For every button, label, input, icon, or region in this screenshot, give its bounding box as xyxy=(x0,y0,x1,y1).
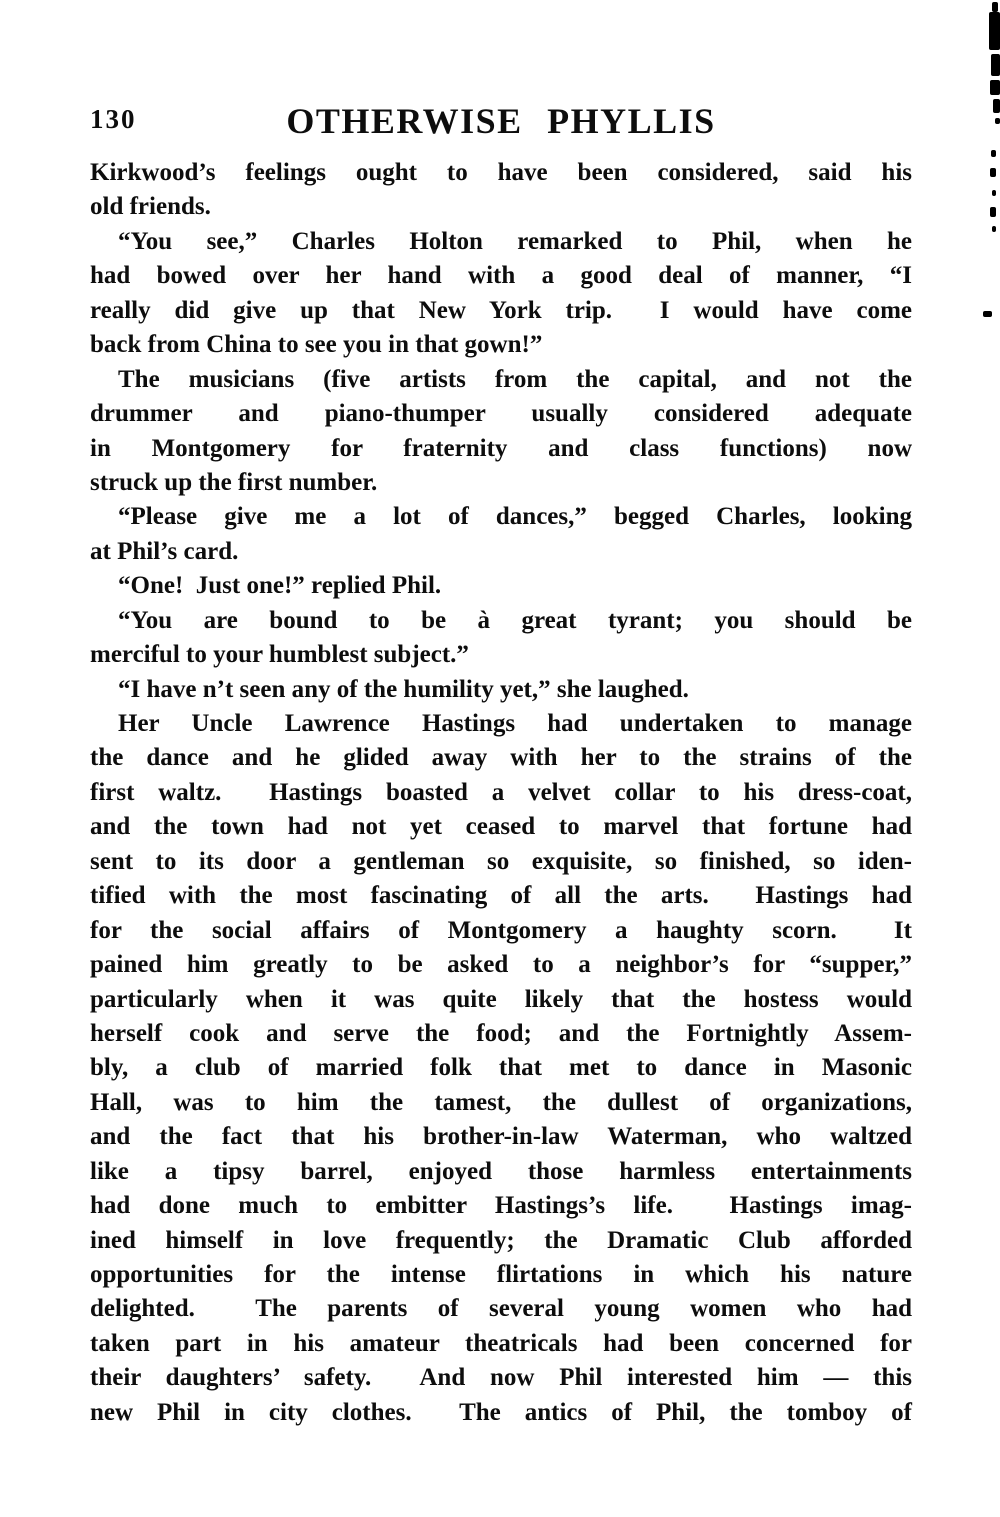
text-line: really did give up that New York trip. I would have come xyxy=(90,296,912,324)
text-line: and the town had not yet ceased to marvel that fortune had xyxy=(90,813,912,841)
text-line: in Montgomery for fraternity and class functions) now xyxy=(90,434,912,462)
text-line: back from China to see you in that gown!” xyxy=(90,331,543,359)
text-line: drummer and piano-thumper usually considered adequate xyxy=(90,400,912,428)
text-line: opportunities for the intense flirtations in which his nature xyxy=(90,1261,912,1288)
scan-edge-mark xyxy=(992,190,996,196)
text-line: herself cook and serve the food; and the Fortnightly Assem- xyxy=(90,1019,912,1047)
text-line: the dance and he glided away with her to the strains of the xyxy=(90,744,912,772)
text-line: merciful to your humblest subject.” xyxy=(90,641,469,669)
text-line: The musicians (five artists from the capital, and not the xyxy=(118,365,912,393)
text-line: sent to its door a gentleman so exquisite, so finished, so iden- xyxy=(90,847,912,875)
text-line: first waltz. Hastings boasted a velvet collar to his dress-coat, xyxy=(90,778,912,806)
text-line: and the fact that his brother-in-law Waterman, who waltzed xyxy=(90,1123,912,1151)
scan-edge-mark xyxy=(989,12,1000,50)
text-line: like a tipsy barrel, enjoyed those harmless entertainments xyxy=(90,1157,912,1185)
scan-edge-mark xyxy=(991,150,996,157)
text-line: particularly when it was quite likely that the hostess would xyxy=(90,985,912,1013)
scan-edge-mark xyxy=(990,80,1000,95)
page-number: 130 xyxy=(90,104,137,134)
running-head xyxy=(90,100,912,140)
text-line: “One! Just one!” replied Phil. xyxy=(118,572,442,600)
text-line: “I have n’t seen any of the humility yet,” she laughed. xyxy=(118,675,689,703)
text-line: taken part in his amateur theatricals had been concerned for xyxy=(90,1329,912,1357)
scan-edge-mark xyxy=(983,311,992,317)
text-line: for the social affairs of Montgomery a haughty scorn. It xyxy=(90,916,912,944)
text-line: tified with the most fascinating of all the arts. Hastings had xyxy=(90,882,912,910)
scan-edge-mark xyxy=(993,99,1000,113)
scan-edge-mark xyxy=(995,118,1000,124)
text-line: ined himself in love frequently; the Dramatic Club afforded xyxy=(90,1226,912,1254)
text-line: new Phil in city clothes. The antics of Phil, the tomboy of xyxy=(90,1398,912,1426)
text-line: at Phil’s card. xyxy=(90,537,239,565)
text-line: delighted. The parents of several young women who had xyxy=(90,1295,912,1323)
text-line: “Please give me a lot of dances,” begged Charles, looking xyxy=(118,503,912,531)
text-line: had bowed over her hand with a good deal of manner, “I xyxy=(90,262,912,290)
scan-edge-mark xyxy=(992,2,998,12)
text-line: pained him greatly to be asked to a neighbor’s for “supper,” xyxy=(90,951,912,979)
text-block xyxy=(90,156,912,1430)
text-line: old friends. xyxy=(90,193,211,221)
text-line: Her Uncle Lawrence Hastings had undertaken to manage xyxy=(118,710,912,737)
text-line: their daughters’ safety. And now Phil interested him — this xyxy=(90,1364,912,1392)
running-title: OTHERWISE PHYLLIS xyxy=(286,101,716,141)
text-line: had done much to embitter Hastings’s life. Hastings imag- xyxy=(90,1192,912,1220)
text-line: bly, a club of married folk that met to dance in Masonic xyxy=(90,1054,912,1082)
scan-edge-mark xyxy=(990,207,996,217)
text-line: “You see,” Charles Holton remarked to Phil, when he xyxy=(118,227,912,255)
text-line: “You are bound to be à great tyrant; you should be xyxy=(118,606,912,634)
text-line: Hall, was to him the tamest, the dullest of organizations, xyxy=(90,1088,912,1116)
scan-edge-mark xyxy=(992,226,996,232)
text-line: struck up the first number. xyxy=(90,468,378,496)
text-line: Kirkwood’s feelings ought to have been considered, said his xyxy=(90,159,912,186)
scan-edge-mark xyxy=(990,168,996,177)
scan-edge-mark xyxy=(991,54,1000,76)
